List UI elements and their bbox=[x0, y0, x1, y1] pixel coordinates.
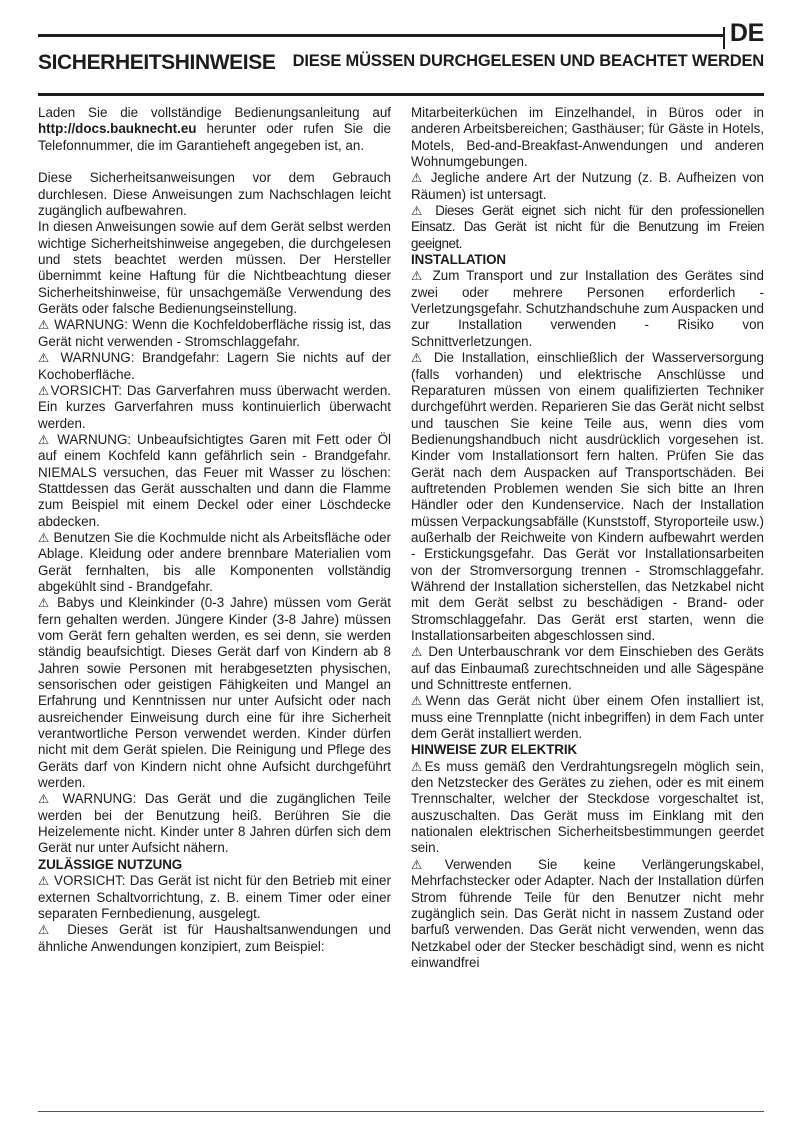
warning-triangle-icon: ⚠ bbox=[38, 529, 50, 545]
warning-triangle-icon: ⚠ bbox=[411, 170, 425, 186]
left-column bbox=[38, 105, 391, 955]
paragraph-usage-environments: Mitarbeiterküchen im Einzelhandel, in Büros oder in anderen Arbeitsbereichen; Gasthäuser; für Gäste in Hotels, Motels, Bed-and-Breakfast-Anwendungen und anderen Wohnumgebungen. bbox=[411, 105, 764, 170]
header-rule bbox=[38, 34, 723, 37]
warning-triangle-icon: ⚠ bbox=[411, 693, 426, 709]
warning-text: Benutzen Sie die Kochmulde nicht als Arbeitsfläche oder Ablage. Kleidung oder andere brennbare Materialien vom Gerät fernhalten, bis alle Komponenten vollständig abgekühlt sind - Brandgefahr. bbox=[38, 529, 391, 594]
section-heading-electrical: HINWEISE ZUR ELEKTRIK bbox=[411, 742, 578, 758]
warning-text: WARNUNG: Wenn die Kochfeldoberfläche rissig ist, das Gerät nicht verwenden - Stromschlaggefahr. bbox=[38, 317, 391, 349]
warning-text: Babys und Kleinkinder (0-3 Jahre) müssen vom Gerät fern gehalten werden. Jüngere Kinder (3-8 Jahre) müssen vom Gerät fern gehalten werden, es sei denn, sie werden ständig beaufsichtigt. Dieses Gerät darf von Kindern ab 8 Jahren sowie Personen mit herabgesetzten physischen, sensorischen oder geistigen Fähigkeiten und Mangel an Erfahrung und Kenntnissen nur unter Aufsicht oder nach ausreichender Einweisung durch eine für ihre Sicherheit verantwortliche Person verwendet werden. Kinder dürfen nicht mit dem Gerät spielen. Die Reinigung und Pflege des Geräts darf von Kindern nicht ohne Aufsicht durchgeführt werden. bbox=[38, 595, 391, 791]
warning-triangle-icon: ⚠ bbox=[38, 317, 50, 333]
paragraph-download-manual bbox=[38, 105, 391, 154]
warning-qualified-technician bbox=[411, 350, 764, 644]
warning-triangle-icon: ⚠ bbox=[38, 873, 50, 889]
warning-triangle-icon: ⚠ bbox=[411, 268, 426, 284]
warning-text: Es muss gemäß den Verdrahtungsregeln möglich sein, den Netzstecker des Gerätes zu ziehen, oder es mit einem Trennschalter, welcher der Steckdose vorgeschaltet ist, auszuschalten. Das Gerät muss im Einklang mit den nationalen elektrischen Sicherheitsbestimmungen geerdet sein. bbox=[411, 758, 764, 856]
warning-children-safety bbox=[38, 595, 391, 791]
paragraph-manufacturer-liability: In diesen Anweisungen sowie auf dem Gerät selbst werden wichtige Sicherheitshinweise angegeben, die durchgelesen und stets beachtet werden müssen. Der Hersteller übernimmt keine Haftung für die Nichtbeachtung dieser Sicherheitshinweise, für unsachgemäße Verwendung des Geräts oder falsche Bedienungseinstellung. bbox=[38, 219, 391, 317]
warning-cracked-surface bbox=[38, 317, 391, 350]
paragraph-read-before-use: Diese Sicherheitsanweisungen vor dem Gebrauch durchlesen. Diese Anweisungen zum Nachschlagen leicht zugänglich aufbewahren. bbox=[38, 170, 391, 219]
warning-text: WARNUNG: Das Gerät und die zugänglichen Teile werden bei der Benutzung heiß. Berühren Sie die Heizelemente nicht. Kinder unter 8 Jahren dürfen sich dem Gerät nur unter Aufsicht nähern. bbox=[38, 791, 391, 856]
warning-triangle-icon: ⚠ bbox=[411, 758, 425, 774]
right-column bbox=[411, 105, 764, 971]
warning-no-extension-cords bbox=[411, 857, 764, 971]
warning-text: Dieses Gerät ist für Haushaltsanwendungen und ähnliche Anwendungen konzipiert, zum Beispiel: bbox=[38, 922, 391, 954]
warning-not-professional-use bbox=[411, 203, 764, 252]
warning-household-use bbox=[38, 922, 391, 955]
warning-text: Die Installation, einschließlich der Wasserversorgung (falls vorhanden) und elektrische Anschlüsse und Reparaturen müssen von einem qualifizierten Techniker durchgeführt werden. Reparieren Sie das Gerät nicht selbst und tauschen Sie keine Teile aus, wenn dies vom Bedienungshandbuch nicht ausdrücklich vorgesehen ist. Kinder vom Installationsort fern halten. Prüfen Sie das Gerät nach dem Auspacken auf Transportschäden. Bei auftretenden Problemen wenden Sie sich bitte an Ihren Händler oder den Kundenservice. Nach der Installation müssen Verpackungsabfälle (Kunststoff, Styroporteile usw.) außerhalb der Reichweite von Kindern aufbewahrt werden - Erstickungsgefahr. Das Gerät vor Installationsarbeiten von der Stromversorgung trennen - Stromschlaggefahr. Während der Installation sicherstellen, das Netzkabel nicht mit dem Gerät selbst zu beschädigen - Brand- oder Stromschlaggefahr. Das Gerät erst starten, wenn die Installationsarbeiten abgeschlossen sind. bbox=[411, 350, 764, 643]
document-header bbox=[38, 14, 764, 86]
warning-text: VORSICHT: Das Garverfahren muss überwacht werden. Ein kurzes Garverfahren muss kontinuierlich überwacht werden. bbox=[38, 382, 391, 431]
warning-triangle-icon: ⚠ bbox=[38, 922, 57, 938]
warning-triangle-icon: ⚠ bbox=[411, 203, 427, 219]
warning-text: Jegliche andere Art der Nutzung (z. B. Aufheizen von Räumen) ist untersagt. bbox=[411, 170, 764, 202]
section-heading-permitted-use: ZULÄSSIGE NUTZUNG bbox=[38, 856, 183, 872]
paragraph-spacer bbox=[38, 154, 391, 170]
warning-hot-parts bbox=[38, 791, 391, 856]
warning-text: WARNUNG: Brandgefahr: Lagern Sie nichts auf der Kochoberfläche. bbox=[38, 350, 391, 382]
language-code: DE bbox=[729, 19, 764, 47]
footer-rule bbox=[38, 1111, 764, 1112]
page-title: SICHERHEITSHINWEISE bbox=[38, 51, 276, 74]
warning-triangle-icon: ⚠ bbox=[411, 350, 427, 366]
warning-text: Dieses Gerät eignet sich nicht für den professionellen Einsatz. Das Gerät ist nicht für die Benutzung im Freien geeignet. bbox=[411, 203, 764, 251]
warning-triangle-icon: ⚠ bbox=[411, 644, 424, 660]
warning-triangle-icon: ⚠ bbox=[38, 382, 51, 398]
warning-text: Wenn das Gerät nicht über einem Ofen installiert ist, muss eine Trennplatte (nicht inbegriffen) in dem Fach unter dem Gerät installiert werden. bbox=[411, 693, 764, 742]
warning-unattended-fat-oil bbox=[38, 432, 391, 530]
warning-triangle-icon: ⚠ bbox=[38, 350, 54, 366]
caution-external-switching bbox=[38, 873, 391, 922]
paragraph-text-b: herunter oder rufen Sie die Telefonnummer, die im Garantieheft angegeben ist, an. bbox=[38, 121, 391, 153]
header-bottom-rule bbox=[38, 93, 764, 96]
warning-text: VORSICHT: Das Gerät ist nicht für den Betrieb mit einer externen Schaltvorrichtung, z. B. einem Timer oder einer separaten Fernbedienung, ausgelegt. bbox=[38, 873, 391, 921]
warning-separator-panel bbox=[411, 693, 764, 742]
manual-url: http://docs.bauknecht.eu bbox=[38, 121, 197, 137]
warning-cabinet-cut-to-size bbox=[411, 644, 764, 693]
warning-text: Den Unterbauschrank vor dem Einschieben des Geräts auf das Einbaumaß zurechtschneiden und alle Sägespäne und Schnittreste entfernen. bbox=[411, 644, 764, 693]
warning-triangle-icon: ⚠ bbox=[38, 595, 52, 611]
warning-fire-hazard-storage bbox=[38, 350, 391, 383]
warning-triangle-icon: ⚠ bbox=[38, 431, 52, 447]
warning-transport-two-persons bbox=[411, 268, 764, 350]
page-subtitle: DIESE MÜSSEN DURCHGELESEN UND BEACHTET WERDEN bbox=[292, 52, 764, 70]
warning-disconnection-means bbox=[411, 759, 764, 857]
warning-text: Zum Transport und zur Installation des Gerätes sind zwei oder mehrere Personen erforderlich - Verletzungsgefahr. Schutzhandschuhe zum Auspacken und zur Installation verwenden - Risiko von Schnittverletzungen. bbox=[411, 268, 764, 349]
warning-triangle-icon: ⚠ bbox=[38, 791, 54, 807]
body-columns bbox=[38, 105, 764, 1105]
warning-not-worktop bbox=[38, 530, 391, 595]
header-rule-tick bbox=[723, 27, 725, 49]
warning-text: Verwenden Sie keine Verlängerungskabel, Mehrfachstecker oder Adapter. Nach der Installation dürfen Strom führende Teile für den Benutzer nicht mehr zugänglich sein. Das Gerät nicht in nassem Zustand oder barfuß verwenden. Das Gerät nicht verwenden, wenn das Netzkabel oder der Stecker beschädigt sind, wenn es nicht einwandfrei bbox=[411, 856, 764, 970]
caution-cooking-supervision bbox=[38, 383, 391, 432]
warning-text: WARNUNG: Unbeaufsichtigtes Garen mit Fett oder Öl auf einem Kochfeld kann gefährlich sein - Brandgefahr. NIEMALS versuchen, das Feuer mit Wasser zu löschen: Stattdessen das Gerät ausschalten und dann die Flamme zum Beispiel mit einem Deckel oder einer Löschdecke abdecken. bbox=[38, 431, 391, 529]
warning-triangle-icon: ⚠ bbox=[411, 856, 445, 872]
section-heading-installation: INSTALLATION bbox=[411, 252, 506, 268]
warning-other-use-prohibited bbox=[411, 170, 764, 203]
paragraph-text-a: Laden Sie die vollständige Bedienungsanleitung auf bbox=[38, 105, 391, 120]
